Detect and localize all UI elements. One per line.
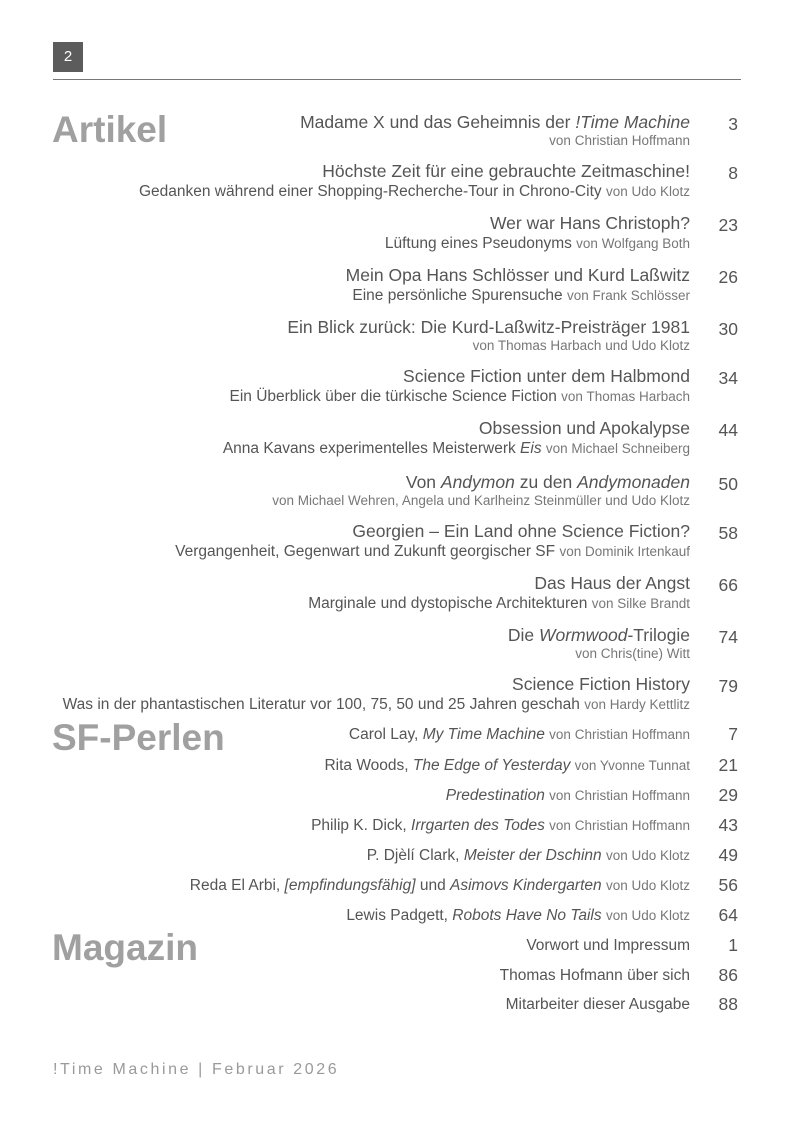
entry-title: Mitarbeiter dieser Ausgabe bbox=[505, 996, 690, 1013]
entry-title: Carol Lay, My Time Machine von Christian Hoffmann bbox=[348, 726, 690, 743]
entry-title: Höchste Zeit für eine gebrauchte Zeitmaschine! bbox=[322, 161, 690, 181]
section-sf-perlen: SF-Perlen bbox=[52, 717, 225, 758]
toc-entry[interactable] bbox=[40, 876, 690, 895]
page-number-badge: 2 bbox=[53, 42, 83, 72]
entry-page-number: 79 bbox=[718, 676, 738, 696]
entry-page-number: 43 bbox=[718, 815, 738, 835]
entry-title: Georgien – Ein Land ohne Science Fiction? bbox=[352, 521, 690, 541]
entry-author: von Silke Brandt bbox=[591, 596, 690, 611]
entry-title: Science Fiction unter dem Halbmond bbox=[403, 366, 690, 386]
toc-entry[interactable] bbox=[40, 521, 690, 561]
toc-entry[interactable] bbox=[40, 418, 690, 458]
entry-page-number: 7 bbox=[728, 724, 738, 744]
entry-page-number: 50 bbox=[718, 474, 738, 494]
entry-author: von Wolfgang Both bbox=[576, 236, 690, 251]
toc-entry[interactable] bbox=[40, 995, 690, 1014]
entry-page-number: 66 bbox=[718, 575, 738, 595]
entry-author: von Michael Wehren, Angela und Karlheinz Steinmüller und Udo Klotz bbox=[272, 493, 690, 508]
entry-page-number: 44 bbox=[718, 420, 738, 440]
toc-entry[interactable] bbox=[40, 674, 690, 714]
entry-author: von Michael Schneiberg bbox=[545, 441, 690, 456]
entry-title: Thomas Hofmann über sich bbox=[499, 967, 690, 984]
entry-page-number: 88 bbox=[718, 994, 738, 1014]
entry-page-number: 1 bbox=[728, 935, 738, 955]
entry-author: von Christian Hoffmann bbox=[549, 133, 690, 148]
entry-subtitle: Ein Überblick über die türkische Science Fiction von Thomas Harbach bbox=[229, 388, 690, 405]
entry-title: Von Andymon zu den Andymonaden bbox=[405, 472, 690, 492]
entry-subtitle: Lüftung eines Pseudonyms von Wolfgang Both bbox=[384, 235, 690, 252]
entry-title: Das Haus der Angst bbox=[534, 573, 690, 593]
header-rule bbox=[53, 79, 741, 80]
entry-subtitle: Was in der phantastischen Literatur vor 100, 75, 50 und 25 Jahren geschah von Hardy Kettlitz bbox=[62, 696, 690, 713]
entry-author: von Udo Klotz bbox=[605, 184, 690, 199]
entry-author: von Thomas Harbach bbox=[561, 389, 690, 404]
entry-page-number: 21 bbox=[718, 755, 738, 775]
entry-page-number: 34 bbox=[718, 368, 738, 388]
entry-author: von Udo Klotz bbox=[605, 908, 690, 923]
entry-author: von Chris(tine) Witt bbox=[575, 646, 690, 661]
entry-title: Philip K. Dick, Irrgarten des Todes von Christian Hoffmann bbox=[311, 817, 690, 834]
toc-entry[interactable] bbox=[40, 906, 690, 925]
entry-author: von Christian Hoffmann bbox=[549, 727, 690, 742]
entry-page-number: 8 bbox=[728, 163, 738, 183]
entry-title: Science Fiction History bbox=[512, 674, 690, 694]
section-magazin: Magazin bbox=[52, 927, 198, 968]
entry-title: Ein Blick zurück: Die Kurd-Laßwitz-Preisträger 1981 bbox=[287, 317, 690, 337]
entry-author: von Udo Klotz bbox=[605, 848, 690, 863]
entry-author: von Christian Hoffmann bbox=[549, 788, 690, 803]
toc-entry[interactable] bbox=[40, 213, 690, 253]
entry-subtitle: Gedanken während einer Shopping-Recherche-Tour in Chrono-City von Udo Klotz bbox=[138, 183, 690, 200]
toc-entry[interactable] bbox=[40, 725, 690, 744]
entry-page-number: 29 bbox=[718, 785, 738, 805]
entry-page-number: 23 bbox=[718, 215, 738, 235]
toc-entry[interactable] bbox=[40, 472, 690, 509]
toc-entry[interactable] bbox=[40, 966, 690, 985]
entry-title: Reda El Arbi, [empfindungsfähig] und Asimovs Kindergarten von Udo Klotz bbox=[189, 877, 690, 894]
entry-title: P. Djèlí Clark, Meister der Dschinn von Udo Klotz bbox=[366, 847, 690, 864]
toc-entry[interactable] bbox=[40, 846, 690, 865]
entry-title: Vorwort und Impressum bbox=[526, 937, 690, 954]
entry-subtitle: Marginale und dystopische Architekturen von Silke Brandt bbox=[308, 595, 690, 612]
entry-author: von Frank Schlösser bbox=[566, 288, 690, 303]
entry-subtitle: Anna Kavans experimentelles Meisterwerk Eis von Michael Schneiberg bbox=[222, 440, 690, 457]
toc-entry[interactable] bbox=[40, 756, 690, 775]
toc-entry[interactable] bbox=[40, 625, 690, 662]
entry-page-number: 26 bbox=[718, 267, 738, 287]
entry-title: Rita Woods, The Edge of Yesterday von Yvonne Tunnat bbox=[324, 757, 690, 774]
entry-page-number: 86 bbox=[718, 965, 738, 985]
entry-author: von Hardy Kettlitz bbox=[584, 697, 690, 712]
entry-author: von Christian Hoffmann bbox=[549, 818, 690, 833]
toc-entry[interactable] bbox=[40, 317, 690, 354]
entry-author: von Dominik Irtenkauf bbox=[559, 544, 690, 559]
entry-page-number: 3 bbox=[728, 114, 738, 134]
entry-page-number: 49 bbox=[718, 845, 738, 865]
entry-page-number: 30 bbox=[718, 319, 738, 339]
entry-subtitle: Eine persönliche Spurensuche von Frank Schlösser bbox=[352, 287, 690, 304]
entry-title: Predestination von Christian Hoffmann bbox=[445, 787, 690, 804]
toc-entry[interactable] bbox=[40, 936, 690, 955]
entry-author: von Yvonne Tunnat bbox=[574, 758, 690, 773]
entry-title: Die Wormwood-Trilogie bbox=[507, 625, 690, 645]
toc-entry[interactable] bbox=[40, 161, 690, 201]
footer: !Time Machine | Februar 2026 bbox=[53, 1061, 340, 1078]
entry-title: Wer war Hans Christoph? bbox=[489, 213, 690, 233]
entry-page-number: 74 bbox=[718, 627, 738, 647]
entry-page-number: 56 bbox=[718, 875, 738, 895]
entry-title: Lewis Padgett, Robots Have No Tails von Udo Klotz bbox=[346, 907, 690, 924]
toc-entry[interactable] bbox=[40, 366, 690, 406]
entry-subtitle: Vergangenheit, Gegenwart und Zukunft georgischer SF von Dominik Irtenkauf bbox=[175, 543, 690, 560]
toc-entry[interactable] bbox=[40, 816, 690, 835]
toc-entry[interactable] bbox=[40, 573, 690, 613]
toc-entry[interactable] bbox=[40, 265, 690, 305]
toc-entry[interactable] bbox=[40, 786, 690, 805]
section-artikel: Artikel bbox=[52, 109, 168, 150]
entry-author: von Udo Klotz bbox=[605, 878, 690, 893]
entry-page-number: 58 bbox=[718, 523, 738, 543]
entry-author: von Thomas Harbach und Udo Klotz bbox=[472, 338, 690, 353]
entry-title: Mein Opa Hans Schlösser und Kurd Laßwitz bbox=[345, 265, 690, 285]
entry-title: Obsession und Apokalypse bbox=[478, 418, 690, 438]
entry-page-number: 64 bbox=[718, 905, 738, 925]
entry-title: Madame X und das Geheimnis der !Time Machine bbox=[300, 112, 690, 132]
toc-entry[interactable] bbox=[40, 109, 690, 150]
